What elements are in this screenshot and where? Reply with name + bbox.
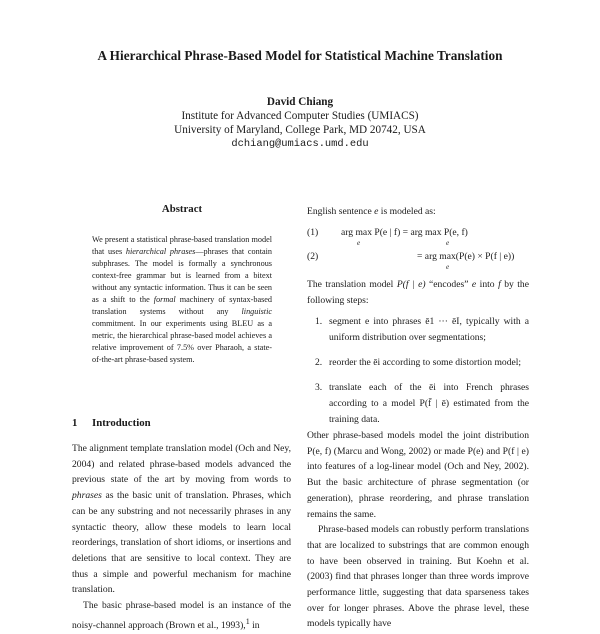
introduction-body: [72, 441, 291, 634]
list-item: 1. segment e into phrases ē1 ··· ēI, typically with a uniform distribution over segmentations;: [315, 316, 529, 343]
list-item: 3. translate each of the ēi into French phrases according to a model P(f̄ | ē) estimated from the training data.: [315, 382, 529, 425]
paragraph: Phrase-based models can robustly perform translations that are localized to substrings that are common enough to have been observed in training. But Koehn et al. (2003) find that phrases longer than three words improve performance little, suggesting that data sparseness takes over for longer phrases. Above the phrase level, these models typically have: [307, 524, 529, 630]
intro-paragraph-1: The alignment template translation model (Och and Ney, 2004) and related phrase-based models advanced the previous state of the art by moving from words to phrases as the basic unit of translation. Phrases, which can be any substring and not necessarily phrases in any syntactic theory, allow these models to learn local reorderings, translation of short idioms, or insertions and deletions that are sensitive to local context. They are thus a simple and powerful mechanism for machine translation.: [72, 443, 291, 596]
equation-subscript: e: [357, 239, 361, 247]
paper-title: A Hierarchical Phrase-Based Model for Statistical Machine Translation: [97, 48, 503, 63]
equation-body: = arg max(P(e) × P(f | e)): [417, 251, 515, 262]
intro-paragraph-2: The basic phrase-based model is an instance of the noisy-channel approach (Brown et al., 1993),$^1$ in: [72, 600, 291, 631]
equation-number: (2): [307, 251, 319, 262]
author-name: David Chiang: [266, 96, 334, 108]
equation-number: (1): [307, 227, 319, 238]
author-email: dchiang@umiacs.umd.edu: [231, 138, 369, 150]
abstract-body: We present a statistical phrase-based translation model that uses hierarchical phrases—phrases that contain subphrases. The model is formally a synchronous context-free grammar but is learned from a bitext without any syntactic information. Thus it can be seen as a shift to the formal machinery of syntax-based translation systems without any linguistic commitment. In our experiments using BLEU as a metric, the hierarchical phrase-based model achieves a relative improvement of 7.5% over Pharaoh, a state-of-the-art phrase-based system.: [92, 235, 272, 365]
equation-body: arg max P(e | f) = arg max P(e, f): [341, 227, 468, 238]
other-models-text: [307, 428, 529, 632]
translation-steps-list: [307, 314, 529, 437]
author-institute: Institute for Advanced Computer Studies (UMIACS): [181, 110, 419, 122]
equation-2: [307, 251, 529, 275]
equation-1: [307, 227, 529, 251]
author-address: University of Maryland, College Park, MD 20742, USA: [174, 124, 426, 136]
equation-subscript: e: [446, 239, 450, 247]
section-heading-introduction: 1 Introduction: [72, 417, 151, 429]
equation-subscript: e: [446, 263, 450, 271]
abstract-heading: Abstract: [161, 203, 203, 215]
translation-model-text: The translation model P(f | e) “encodes” e into f by the following steps:: [307, 279, 529, 306]
paragraph: Other phrase-based models model the joint distribution P(e, f) (Marcu and Wong, 2002) or made P(e) and P(f | e) into features of a log-linear model (Och and Ney, 2002). But the basic architecture of phrase segmentation (or generation), phrase reordering, and phrase translation remains the same.: [307, 430, 529, 520]
model-intro-text: English sentence e is modeled as:: [307, 206, 436, 217]
list-item: 2. reorder the ēi according to some distortion model;: [315, 356, 522, 368]
